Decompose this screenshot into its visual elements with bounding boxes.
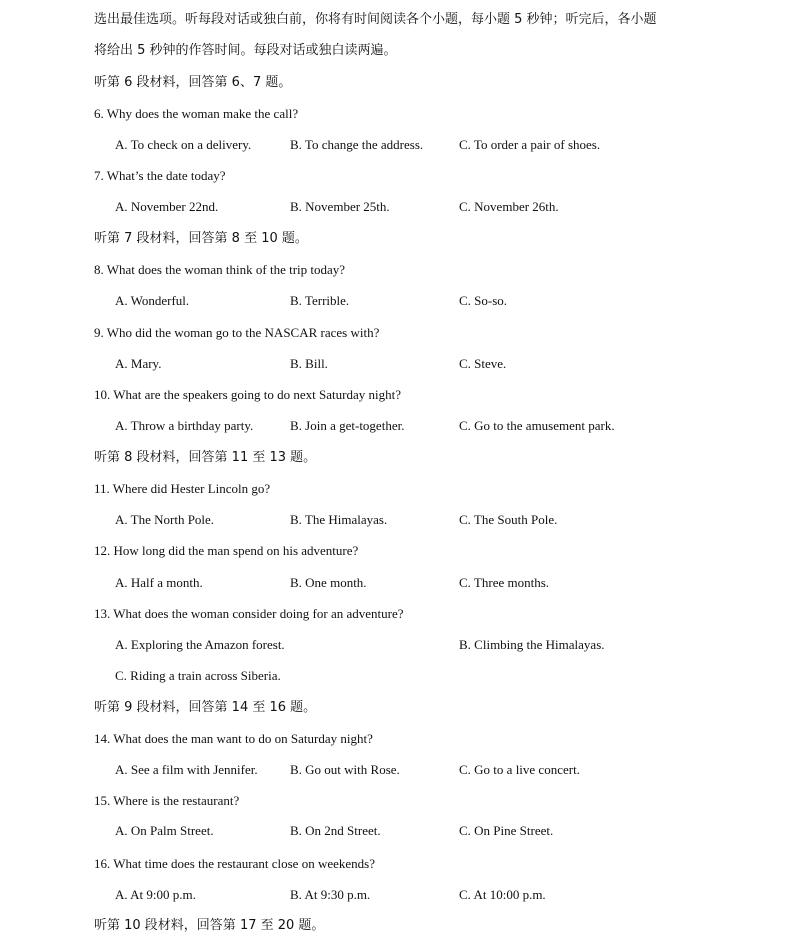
option-14a: A. See a film with Jennifer. (115, 762, 258, 777)
option-12a: A. Half a month. (115, 575, 203, 590)
option-13a: A. Exploring the Amazon forest. (115, 637, 285, 652)
instruction-line-1: 选出最佳选项。听每段对话或独白前，你将有时间阅读各个小题，每小题 5 秒钟；听完后，各小题 (94, 12, 657, 27)
section-heading-6: 听第 6 段材料，回答第 6、7 题。 (94, 75, 292, 90)
option-13b: B. Climbing the Himalayas. (459, 637, 605, 652)
option-16c: C. At 10:00 p.m. (459, 887, 546, 902)
option-10c: C. Go to the amusement park. (459, 418, 615, 433)
option-6a: A. To check on a delivery. (115, 137, 252, 152)
option-11c: C. The South Pole. (459, 512, 558, 527)
instruction-line-2: 将给出 5 秒钟的作答时间。每段对话或独白读两遍。 (94, 43, 397, 58)
question-12: 12. How long did the man spend on his adventure? (94, 543, 359, 558)
question-16: 16. What time does the restaurant close on weekends? (94, 856, 375, 871)
question-13: 13. What does the woman consider doing for an adventure? (94, 606, 404, 621)
option-12b: B. One month. (290, 575, 367, 590)
option-7a: A. November 22nd. (115, 199, 219, 214)
option-15a: A. On Palm Street. (115, 823, 214, 838)
option-6b: B. To change the address. (290, 137, 424, 152)
question-9: 9. Who did the woman go to the NASCAR races with? (94, 325, 380, 340)
section-heading-9: 听第 9 段材料，回答第 14 至 16 题。 (94, 700, 317, 715)
option-16a: A. At 9:00 p.m. (115, 887, 196, 902)
option-9b: B. Bill. (290, 356, 328, 371)
option-8c: C. So-so. (459, 293, 508, 308)
question-6: 6. Why does the woman make the call? (94, 106, 299, 121)
section-heading-8: 听第 8 段材料，回答第 11 至 13 题。 (94, 450, 317, 465)
option-16b: B. At 9:30 p.m. (290, 887, 371, 902)
section-heading-7: 听第 7 段材料，回答第 8 至 10 题。 (94, 231, 308, 246)
option-10a: A. Throw a birthday party. (115, 418, 254, 433)
question-7: 7. What’s the date today? (94, 168, 226, 183)
option-7c: C. November 26th. (459, 199, 559, 214)
question-8: 8. What does the woman think of the trip today? (94, 262, 346, 277)
option-15b: B. On 2nd Street. (290, 823, 381, 838)
option-10b: B. Join a get-together. (290, 418, 405, 433)
option-9c: C. Steve. (459, 356, 507, 371)
option-13c: C. Riding a train across Siberia. (115, 668, 281, 683)
section-heading-10: 听第 10 段材料，回答第 17 至 20 题。 (94, 918, 325, 933)
option-15c: C. On Pine Street. (459, 823, 554, 838)
option-11a: A. The North Pole. (115, 512, 215, 527)
option-7b: B. November 25th. (290, 199, 390, 214)
question-15: 15. Where is the restaurant? (94, 793, 240, 808)
question-10: 10. What are the speakers going to do next Saturday night? (94, 387, 401, 402)
question-11: 11. Where did Hester Lincoln go? (94, 481, 271, 496)
option-14b: B. Go out with Rose. (290, 762, 400, 777)
option-8b: B. Terrible. (290, 293, 350, 308)
option-8a: A. Wonderful. (115, 293, 190, 308)
option-14c: C. Go to a live concert. (459, 762, 580, 777)
question-14: 14. What does the man want to do on Saturday night? (94, 731, 373, 746)
option-12c: C. Three months. (459, 575, 550, 590)
option-11b: B. The Himalayas. (290, 512, 388, 527)
option-9a: A. Mary. (115, 356, 162, 371)
option-6c: C. To order a pair of shoes. (459, 137, 601, 152)
